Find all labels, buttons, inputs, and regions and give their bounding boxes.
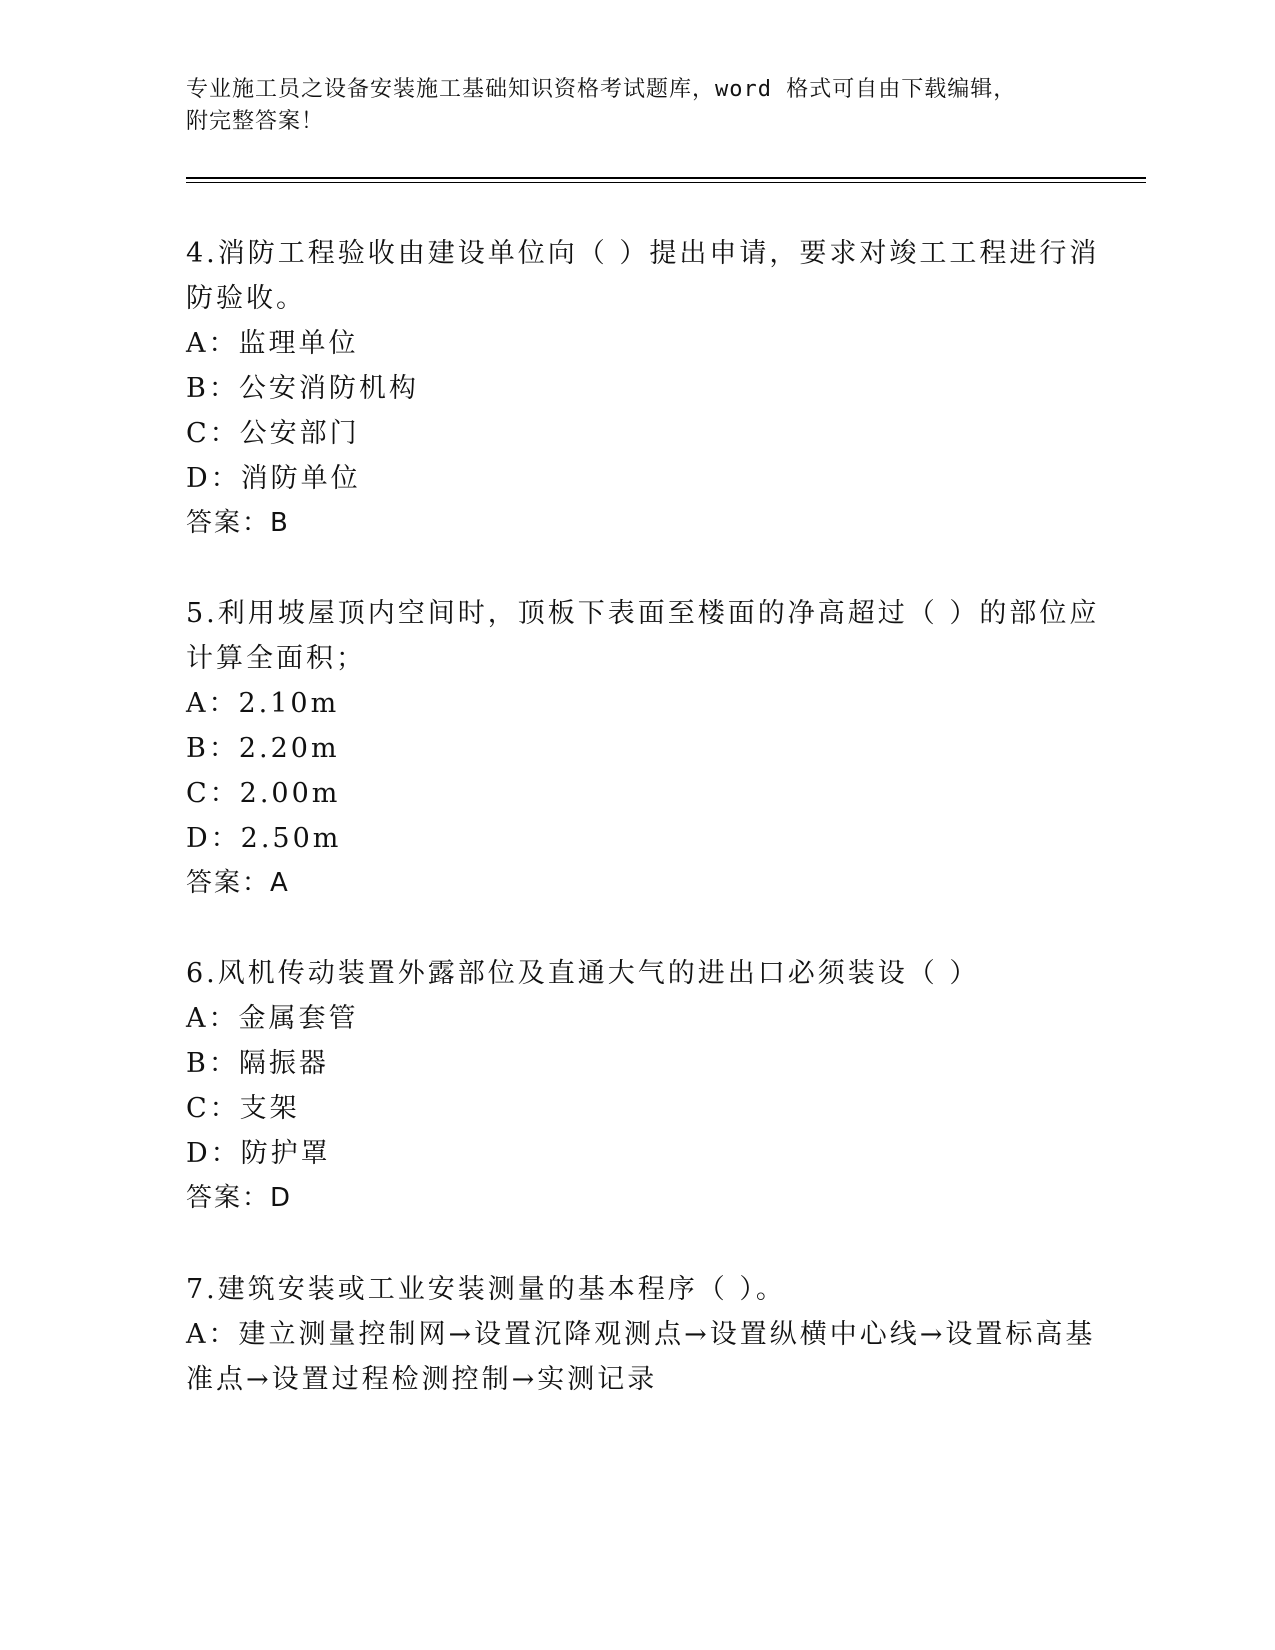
- question-stem: [186, 591, 1100, 681]
- option-d: D：2.50m: [186, 823, 342, 854]
- header-line-2: 附完整答案！: [186, 109, 325, 134]
- header-divider-thin: [186, 182, 1146, 183]
- option-a: A：金属套管: [186, 1003, 359, 1034]
- option-c: C：支架: [186, 1093, 300, 1124]
- option-b: B：隔振器: [186, 1048, 329, 1079]
- stem-line: 防验收。: [186, 283, 306, 314]
- question-stem: [186, 231, 1100, 321]
- option-a: A：2.10m: [186, 688, 340, 719]
- question-7: [186, 1267, 1096, 1402]
- option-b: B：2.20m: [186, 733, 340, 764]
- stem-line: 7.建筑安装或工业安装测量的基本程序（ ）。: [186, 1274, 786, 1305]
- header-divider-thick: [186, 177, 1146, 179]
- question-6: [186, 951, 1076, 1221]
- header-line-1: 专业施工员之设备安装施工基础知识资格考试题库，word 格式可自由下载编辑，: [186, 77, 1017, 102]
- stem-line: 计算全面积；: [186, 643, 366, 674]
- option-d: D：防护罩: [186, 1138, 331, 1169]
- option-a: A：建立测量控制网→设置沉降观测点→设置纵横中心线→设置标高基: [186, 1319, 1096, 1350]
- question-4: [186, 231, 1100, 546]
- option-c: C：2.00m: [186, 778, 341, 809]
- answer: 答案：A: [186, 868, 290, 898]
- option-a: A：监理单位: [186, 328, 359, 359]
- stem-line: 5.利用坡屋顶内空间时，顶板下表面至楼面的净高超过（ ）的部位应: [186, 598, 1100, 629]
- option-b: B：公安消防机构: [186, 373, 419, 404]
- question-stem: [186, 1267, 1076, 1312]
- question-stem: [186, 951, 1076, 996]
- option-d: D：消防单位: [186, 463, 361, 494]
- answer: 答案：D: [186, 1183, 293, 1213]
- question-5: [186, 591, 1100, 906]
- answer: 答案：B: [186, 508, 290, 538]
- option-a-continued: 准点→设置过程检测控制→实测记录: [186, 1364, 658, 1395]
- option-c: C：公安部门: [186, 418, 360, 449]
- stem-line: 6.风机传动装置外露部位及直通大气的进出口必须装设（ ）: [186, 958, 980, 989]
- stem-line: 4.消防工程验收由建设单位向（ ）提出申请，要求对竣工工程进行消: [186, 238, 1100, 269]
- document-header: [186, 74, 1086, 138]
